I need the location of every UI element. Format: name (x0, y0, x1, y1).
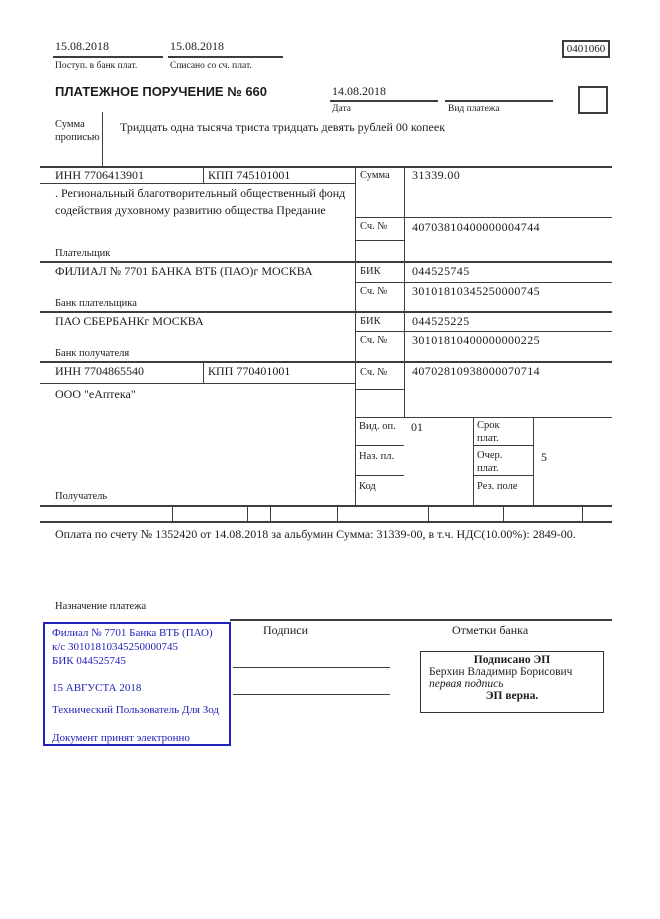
signature-line (233, 694, 390, 695)
debited-date: 15.08.2018 (170, 39, 224, 53)
divider (355, 282, 612, 283)
payee-account-label: Сч. № (360, 367, 388, 378)
signature-note: первая подпись (429, 678, 504, 690)
form-code-box (562, 40, 610, 58)
divider (404, 166, 405, 417)
amount-words-label: Сумма прописью (55, 119, 100, 144)
divider (203, 166, 204, 183)
divider (355, 331, 612, 332)
divider (355, 217, 612, 218)
divider (40, 311, 612, 313)
doc-date: 14.08.2018 (332, 84, 386, 98)
divider (355, 475, 404, 476)
divider (337, 507, 338, 521)
payer-inn: ИНН 7706413901 (55, 168, 144, 182)
payee-inn: ИНН 7704865540 (55, 364, 144, 378)
divider (355, 417, 612, 418)
payee-bank-label: Банк получателя (55, 348, 130, 359)
signatures-heading: Подписи (263, 623, 309, 637)
received-date-label: Поступ. в банк плат. (55, 61, 138, 71)
pay-order-value: 5 (541, 450, 547, 464)
received-date: 15.08.2018 (55, 39, 109, 53)
divider (203, 361, 204, 383)
stamp-corr-account: к/с 30101810345250000745 (52, 641, 179, 653)
payee-label: Получатель (55, 491, 108, 502)
stamp-bik: БИК 044525745 (52, 655, 126, 667)
signer-name: Берхин Владимир Борисович (429, 666, 573, 678)
divider (102, 112, 103, 166)
divider (40, 361, 612, 363)
doc-date-label: Дата (332, 104, 351, 114)
payee-bank-account-label: Сч. № (360, 335, 388, 346)
form-code: 0401060 (566, 43, 606, 55)
payer-account-label: Сч. № (360, 221, 388, 232)
purpose-label: Назначение платежа (55, 601, 147, 612)
divider (230, 619, 612, 621)
divider (53, 56, 163, 58)
divider (503, 507, 504, 521)
divider (355, 389, 404, 390)
payment-kind-label: Вид платежа (448, 104, 500, 114)
payer-bank-name: ФИЛИАЛ № 7701 БАНКА ВТБ (ПАО)г МОСКВА (55, 264, 313, 278)
payment-kind-box (578, 86, 608, 114)
payer-account: 40703810400000004744 (412, 220, 540, 234)
pay-order-label: Очер. плат. (477, 450, 503, 475)
stamp-bank-name: Филиал № 7701 Банка ВТБ (ПАО) (52, 627, 213, 639)
divider (172, 507, 173, 521)
divider (355, 240, 404, 241)
divider (473, 417, 474, 505)
divider (330, 100, 438, 102)
payer-label: Плательщик (55, 248, 111, 259)
payee-account: 40702810938000070714 (412, 364, 540, 378)
divider (40, 183, 355, 184)
pay-purpose-label: Наз. пл. (359, 451, 395, 462)
payee-bank-name: ПАО СБЕРБАНКг МОСКВА (55, 314, 204, 328)
divider (270, 507, 271, 521)
signature-stamp-title: Подписано ЭП (473, 654, 551, 666)
stamp-user: Технический Пользователь Для Зод (52, 704, 220, 716)
divider (40, 383, 355, 384)
payer-name: . Региональный благотворительный общественный фонд содействия духовному развитию общества Предание (55, 186, 346, 217)
payee-bank-bik-label: БИК (360, 316, 381, 327)
divider (40, 521, 612, 523)
payee-bank-bik: 044525225 (412, 314, 470, 328)
payer-bank-account: 30101810345250000745 (412, 284, 540, 298)
signature-verdict: ЭП верна. (485, 690, 539, 702)
divider (247, 507, 248, 521)
divider (582, 507, 583, 521)
stamp-date: 15 АВГУСТА 2018 (52, 682, 142, 694)
amount-words-value: Тридцать одна тысяча триста тридцать девять рублей 00 копеек (120, 120, 446, 134)
divider (445, 100, 553, 102)
divider (428, 507, 429, 521)
purpose-text: Оплата по счету № 1352420 от 14.08.2018 за альбумин Сумма: 31339-00, в т.ч. НДС(10.00%): 2849-00. (55, 527, 576, 541)
divider (533, 417, 534, 505)
divider (40, 505, 612, 507)
pay-term-label: Срок плат. (477, 420, 500, 445)
signature-line (233, 667, 390, 668)
divider (40, 261, 612, 263)
payee-name: ООО "еАптека" (55, 387, 136, 401)
bank-stamp (43, 622, 231, 746)
payee-bank-account: 30101810400000000225 (412, 333, 540, 347)
payer-bank-label: Банк плательщика (55, 298, 137, 309)
divider (168, 56, 283, 58)
debited-date-label: Списано со сч. плат. (170, 61, 252, 71)
page-title: ПЛАТЕЖНОЕ ПОРУЧЕНИЕ № 660 (55, 84, 268, 99)
signature-stamp-box (420, 651, 604, 713)
code-label: Код (359, 481, 376, 492)
divider (355, 445, 404, 446)
stamp-accepted: Документ принят электронно (52, 732, 190, 744)
divider (473, 445, 533, 446)
op-kind-value: 01 (411, 420, 423, 434)
payee-kpp: КПП 770401001 (208, 364, 291, 378)
sum-label: Сумма (360, 170, 390, 181)
payer-bank-bik: 044525745 (412, 264, 470, 278)
reserve-label: Рез. поле (477, 481, 518, 492)
op-kind-label: Вид. оп. (359, 421, 396, 432)
sum-value: 31339.00 (412, 168, 461, 182)
divider (473, 475, 533, 476)
bank-marks-heading: Отметки банка (452, 623, 529, 637)
payer-kpp: КПП 745101001 (208, 168, 291, 182)
payer-bank-bik-label: БИК (360, 266, 381, 277)
payer-bank-account-label: Сч. № (360, 286, 388, 297)
